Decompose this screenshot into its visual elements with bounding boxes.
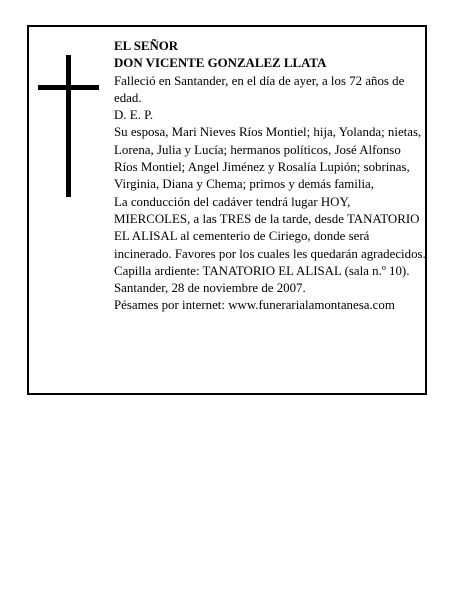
condolences-line: Pésames por internet: www.funerarialamontanesa.com — [114, 298, 395, 313]
place-date: Santander, 28 de noviembre de 2007. — [114, 281, 306, 296]
cross-vertical-bar — [66, 55, 71, 197]
family-list: Su esposa, Mari Nieves Ríos Montiel; hija, Yolanda; nietas, Lorena, Julia y Lucía; hermanos políticos, José Alfonso Ríos Montiel; Angel Jiménez y Rosalía Lupión; sobrinas, Virginia, Diana y Chema; primos y demás familia, — [114, 125, 422, 192]
deceased-name: DON VICENTE GONZALEZ LLATA — [114, 56, 327, 71]
cross-icon — [38, 55, 99, 197]
rip-line: D. E. P. — [114, 108, 154, 123]
notice-text — [114, 38, 426, 315]
heading-line-1: EL SEÑOR — [114, 39, 179, 53]
cross-horizontal-bar — [38, 85, 99, 90]
funeral-details: La conducción del cadáver tendrá lugar HOY, MIERCOLES, a las TRES de la tarde, desde TANATORIO EL ALISAL al cementerio de Ciriego, donde será incinerado. Favores por los cuales les quedarán agradecidos. Capilla ardiente: TANATORIO EL ALISAL (sala n.º 10). — [114, 194, 426, 278]
death-announcement: Falleció en Santander, en el día de ayer, a los 72 años de edad. — [114, 73, 405, 105]
